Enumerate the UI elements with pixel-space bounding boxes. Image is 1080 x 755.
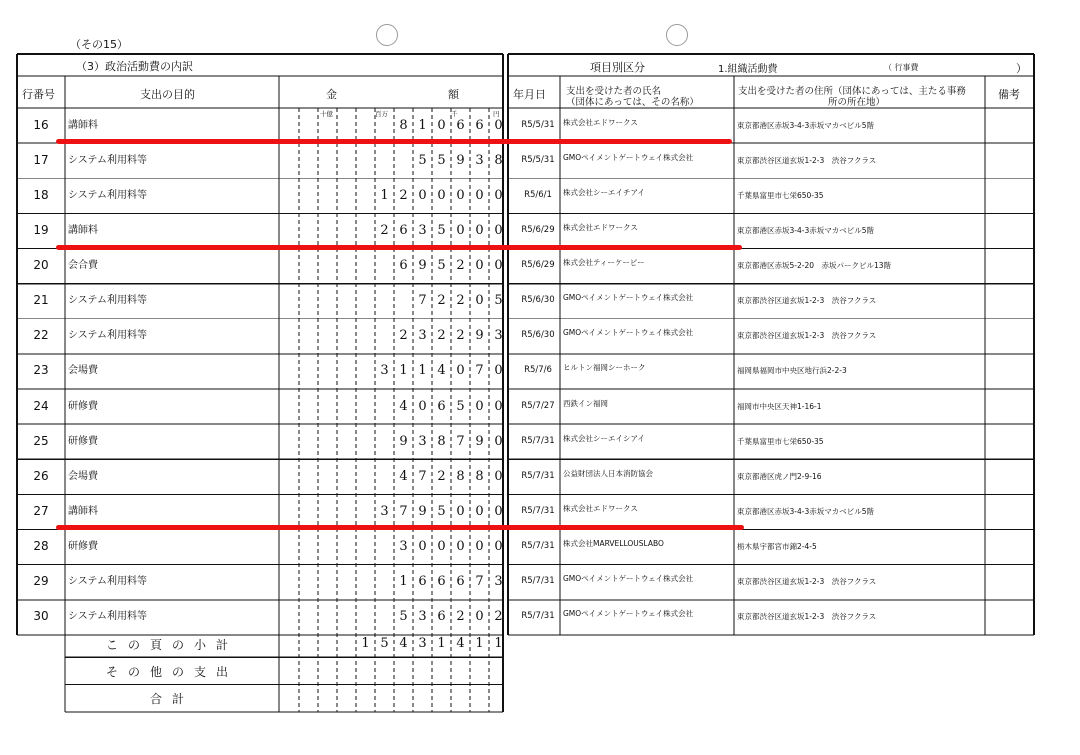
summary-amount-digit: 4: [456, 635, 465, 651]
strike-line-row-19: [56, 245, 742, 250]
row-date: R5/6/29: [521, 224, 555, 235]
row-amount-digit: 2: [437, 293, 446, 309]
row-amount-digit: 5: [494, 293, 503, 309]
row-purpose: 講師料: [68, 224, 98, 236]
row-amount-digit: 9: [456, 152, 465, 168]
row-amount-digit: 0: [494, 117, 503, 133]
row-purpose: 講師料: [68, 505, 98, 517]
header-remarks: 備考: [998, 88, 1020, 101]
row-amount-digit: 2: [437, 468, 446, 484]
row-purpose: 会合費: [68, 260, 98, 272]
row-amount-digit: 3: [418, 609, 427, 625]
summary-label: この頁の小計: [105, 637, 238, 652]
row-amount-digit: 7: [399, 503, 408, 519]
row-amount-digit: 6: [475, 117, 484, 133]
row-number: 30: [33, 609, 49, 624]
row-amount-digit: 7: [475, 363, 484, 379]
row-amount-digit: 0: [475, 503, 484, 519]
row-payee: GMOペイメントゲートウェイ株式会社: [563, 152, 694, 162]
row-amount-digit: 0: [437, 117, 446, 133]
row-amount-digit: 0: [475, 258, 484, 274]
row-date: R5/7/31: [521, 611, 555, 622]
row-number: 18: [33, 187, 49, 202]
row-number: 27: [33, 503, 49, 518]
header-address-1: 支出を受けた者の住所（団体にあっては、主たる事務: [738, 86, 966, 97]
row-amount-digit: 0: [456, 363, 465, 379]
row-purpose: システム利用料等: [68, 154, 147, 166]
row-amount-digit: 6: [456, 117, 465, 133]
row-amount-digit: 3: [494, 328, 503, 344]
row-amount-digit: 8: [456, 468, 465, 484]
row-amount-digit: 5: [418, 152, 427, 168]
row-amount-digit: 3: [418, 328, 427, 344]
row-amount-digit: 0: [494, 398, 503, 414]
row-number: 16: [33, 117, 49, 132]
row-amount-digit: 0: [437, 187, 446, 203]
header-date: 年月日: [513, 88, 546, 101]
row-payee: 株式会社ティーケービー: [563, 258, 645, 268]
row-amount-digit: 2: [380, 222, 389, 238]
category-value: 1.組織活動費: [718, 64, 778, 75]
row-payee: 株式会社エドワークス: [563, 117, 638, 127]
row-amount-digit: 3: [380, 363, 389, 379]
row-address: 東京都渋谷区道玄坂1-2-3 渋谷フクラス: [737, 577, 877, 587]
row-payee: ヒルトン福岡シーホーク: [563, 363, 646, 373]
row-amount-digit: 5: [437, 152, 446, 168]
row-number: 24: [33, 398, 49, 413]
row-address: 東京都港区赤坂3-4-3赤坂マカベビル5階: [737, 120, 874, 130]
row-amount-digit: 1: [380, 187, 389, 203]
row-amount-digit: 0: [475, 293, 484, 309]
summary-amount-digit: 3: [418, 635, 427, 651]
row-amount-digit: 3: [418, 222, 427, 238]
row-amount-digit: 4: [399, 398, 408, 414]
row-payee: 株式会社エドワークス: [563, 503, 638, 513]
row-date: R5/7/31: [521, 505, 555, 516]
row-number: 25: [33, 433, 49, 448]
row-amount-digit: 3: [418, 433, 427, 449]
summary-amount-digit: 1: [437, 635, 446, 651]
row-amount-digit: 2: [399, 187, 408, 203]
row-amount-digit: 6: [437, 574, 446, 590]
header-address-2: 所の所在地）: [828, 97, 886, 108]
row-purpose: システム利用料等: [68, 189, 147, 201]
row-payee: 公益財団法人日本消防協会: [563, 468, 653, 478]
unit-sen: 千: [451, 110, 458, 118]
row-amount-digit: 8: [475, 468, 484, 484]
row-purpose: 会場費: [68, 365, 98, 377]
row-amount-digit: 0: [475, 187, 484, 203]
strike-line-row-16: [56, 139, 732, 144]
row-date: R5/7/31: [521, 470, 555, 481]
unit-yen: 円: [493, 110, 500, 118]
row-amount-digit: 6: [456, 574, 465, 590]
row-payee: 株式会社シーエイシアイ: [563, 433, 645, 443]
row-amount-digit: 9: [418, 258, 427, 274]
row-address: 東京都渋谷区道玄坂1-2-3 渋谷フクラス: [737, 155, 877, 165]
row-amount-digit: 8: [494, 152, 503, 168]
summary-amount-digit: 1: [475, 635, 484, 651]
row-amount-digit: 1: [399, 363, 408, 379]
unit-hyakuman: 百万: [375, 110, 388, 118]
row-number: 21: [33, 293, 49, 308]
row-amount-digit: 1: [399, 574, 408, 590]
row-amount-digit: 9: [418, 503, 427, 519]
page-label: （その15）: [70, 38, 128, 51]
category-sub: （ 行事費: [884, 63, 919, 72]
row-purpose: 講師料: [68, 119, 98, 131]
row-amount-digit: 2: [494, 609, 503, 625]
row-address: 東京都港区赤坂3-4-3赤坂マカベビル5階: [737, 225, 874, 235]
category-label: 項目別区分: [590, 61, 645, 74]
row-amount-digit: 0: [494, 468, 503, 484]
header-payee-2: （団体にあっては、その名称）: [566, 97, 699, 108]
row-amount-digit: 0: [494, 258, 503, 274]
header-amount-left: 金: [326, 88, 337, 101]
row-payee: 株式会社エドワークス: [563, 222, 638, 232]
row-address: 千葉県富里市七栄650-35: [737, 436, 824, 446]
row-amount-digit: 6: [437, 398, 446, 414]
row-amount-digit: 0: [475, 398, 484, 414]
row-amount-digit: 5: [399, 609, 408, 625]
category-close: ）: [1016, 62, 1027, 75]
row-purpose: 研修費: [68, 400, 98, 412]
row-address: 東京都渋谷区道玄坂1-2-3 渋谷フクラス: [737, 331, 877, 341]
row-amount-digit: 0: [494, 503, 503, 519]
row-amount-digit: 1: [418, 363, 427, 379]
row-number: 17: [33, 152, 49, 167]
row-address: 東京都渋谷区道玄坂1-2-3 渋谷フクラス: [737, 296, 877, 306]
row-amount-digit: 3: [399, 539, 408, 555]
row-amount-digit: 7: [418, 468, 427, 484]
summary-label: その他の支出: [105, 664, 238, 679]
row-address: 東京都渋谷区道玄坂1-2-3 渋谷フクラス: [737, 612, 877, 622]
row-amount-digit: 0: [456, 539, 465, 555]
row-amount-digit: 6: [437, 609, 446, 625]
header-row-no: 行番号: [22, 88, 55, 101]
row-date: R5/6/30: [521, 295, 555, 306]
row-amount-digit: 6: [418, 574, 427, 590]
row-amount-digit: 7: [475, 574, 484, 590]
row-purpose: 会場費: [68, 470, 98, 482]
row-payee: GMOペイメントゲートウェイ株式会社: [563, 328, 694, 338]
row-address: 福岡市中央区天神1-16-1: [737, 401, 822, 411]
row-amount-digit: 0: [494, 539, 503, 555]
row-purpose: 研修費: [68, 541, 98, 553]
row-amount-digit: 0: [475, 222, 484, 238]
row-date: R5/7/27: [521, 400, 555, 411]
summary-amount-digit: 1: [361, 635, 370, 651]
row-amount-digit: 3: [380, 503, 389, 519]
row-number: 19: [33, 222, 49, 237]
summary-amount-digit: 5: [380, 635, 389, 651]
row-payee: 西鉄イン福岡: [563, 398, 608, 408]
row-address: 栃木県宇都宮市錦2-4-5: [737, 542, 817, 552]
row-amount-digit: 0: [456, 222, 465, 238]
row-amount-digit: 3: [475, 152, 484, 168]
row-amount-digit: 9: [399, 433, 408, 449]
row-amount-digit: 6: [399, 222, 408, 238]
row-address: 東京都港区赤坂3-4-3赤坂マカベビル5階: [737, 506, 874, 516]
row-number: 26: [33, 468, 49, 483]
row-amount-digit: 2: [456, 609, 465, 625]
row-number: 23: [33, 363, 49, 378]
row-purpose: システム利用料等: [68, 295, 147, 307]
row-purpose: システム利用料等: [68, 611, 147, 623]
header-payee-1: 支出を受けた者の氏名: [566, 86, 662, 97]
row-amount-digit: 0: [437, 539, 446, 555]
row-amount-digit: 0: [418, 539, 427, 555]
section-title: （3）政治活動費の内訳: [76, 60, 193, 73]
row-address: 東京都港区虎ノ門2-9-16: [737, 471, 822, 481]
row-date: R5/6/1: [524, 189, 552, 200]
row-number: 29: [33, 574, 49, 589]
row-amount-digit: 0: [418, 187, 427, 203]
header-amount-right: 額: [448, 88, 459, 101]
row-amount-digit: 5: [437, 503, 446, 519]
row-amount-digit: 2: [456, 293, 465, 309]
row-amount-digit: 3: [494, 574, 503, 590]
strike-line-row-27: [56, 525, 744, 530]
row-amount-digit: 0: [494, 222, 503, 238]
row-purpose: システム利用料等: [68, 330, 147, 342]
row-date: R5/6/30: [521, 330, 555, 341]
row-date: R5/7/31: [521, 541, 555, 552]
summary-amount-digit: 4: [399, 635, 408, 651]
row-number: 22: [33, 328, 49, 343]
row-amount-digit: 0: [456, 187, 465, 203]
row-date: R5/7/31: [521, 576, 555, 587]
row-amount-digit: 2: [437, 328, 446, 344]
row-address: 福岡県福岡市中央区地行浜2-2-3: [737, 366, 847, 376]
row-purpose: システム利用料等: [68, 576, 147, 588]
unit-ten-oku: 十億: [320, 110, 333, 118]
row-number: 28: [33, 539, 49, 554]
summary-label: 合計: [149, 692, 194, 707]
row-payee: 株式会社シーエイチアイ: [563, 187, 645, 197]
row-amount-digit: 4: [437, 363, 446, 379]
row-amount-digit: 2: [456, 258, 465, 274]
row-amount-digit: 0: [494, 433, 503, 449]
row-amount-digit: 5: [456, 398, 465, 414]
row-number: 20: [33, 258, 49, 273]
row-date: R5/7/31: [521, 435, 555, 446]
row-amount-digit: 9: [475, 328, 484, 344]
row-amount-digit: 0: [418, 398, 427, 414]
row-address: 千葉県富里市七栄650-35: [737, 190, 824, 200]
row-amount-digit: 8: [437, 433, 446, 449]
row-date: R5/6/29: [521, 260, 555, 271]
row-amount-digit: 0: [456, 503, 465, 519]
row-payee: GMOペイメントゲートウェイ株式会社: [563, 574, 694, 584]
row-amount-digit: 1: [418, 117, 427, 133]
row-date: R5/5/31: [521, 119, 555, 130]
summary-amount-digit: 1: [494, 635, 503, 651]
row-amount-digit: 4: [399, 468, 408, 484]
row-amount-digit: 0: [475, 609, 484, 625]
row-amount-digit: 6: [399, 258, 408, 274]
row-address: 東京都港区赤坂5-2-20 赤坂パークビル13階: [737, 261, 892, 271]
row-amount-digit: 5: [437, 222, 446, 238]
row-amount-digit: 7: [418, 293, 427, 309]
row-date: R5/5/31: [521, 154, 555, 165]
row-amount-digit: 7: [456, 433, 465, 449]
row-date: R5/7/6: [524, 365, 552, 376]
row-amount-digit: 9: [475, 433, 484, 449]
header-purpose: 支出の目的: [140, 88, 195, 101]
row-amount-digit: 5: [437, 258, 446, 274]
row-purpose: 研修費: [68, 435, 98, 447]
row-payee: GMOペイメントゲートウェイ株式会社: [563, 609, 694, 619]
row-amount-digit: 2: [399, 328, 408, 344]
row-amount-digit: 2: [456, 328, 465, 344]
row-payee: GMOペイメントゲートウェイ株式会社: [563, 293, 694, 303]
row-payee: 株式会社MARVELLOUSLABO: [563, 539, 664, 549]
row-amount-digit: 8: [399, 117, 408, 133]
row-amount-digit: 0: [494, 363, 503, 379]
row-amount-digit: 0: [494, 187, 503, 203]
row-amount-digit: 0: [475, 539, 484, 555]
